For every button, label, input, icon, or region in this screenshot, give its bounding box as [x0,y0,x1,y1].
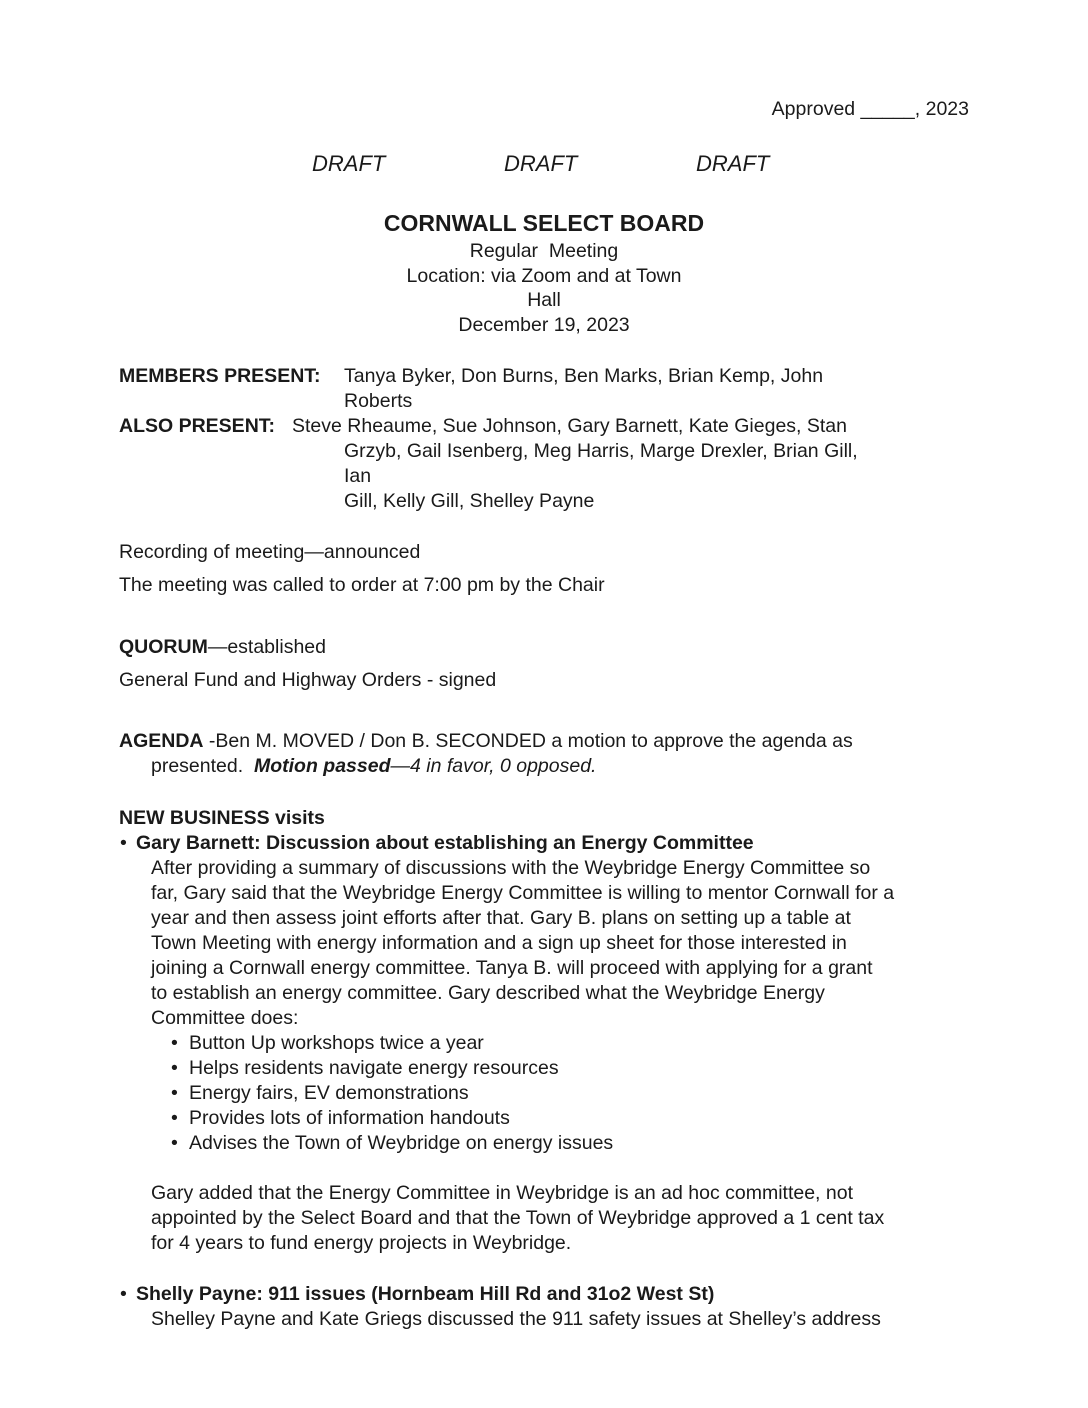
also-line: Gill, Kelly Gill, Shelley Payne [344,490,595,512]
agenda-label: AGENDA [119,730,204,752]
item-body [119,856,979,1031]
list-item [171,1131,979,1156]
list-item-text: Provides lots of information handouts [189,1107,510,1129]
members-line: Roberts [344,390,413,412]
motion-label: Motion passed [253,755,391,777]
recording-note: Recording of meeting—announced [119,541,421,563]
body-line: appointed by the Select Board and that the Town of Weybridge approved a 1 cent tax [151,1207,885,1229]
list-item [171,1056,979,1081]
also-line: Grzyb, Gail Isenberg, Meg Harris, Marge Drexler, Brian Gill, Ian [344,440,858,487]
members-line: Tanya Byker, Don Burns, Ben Marks, Brian Kemp, John [344,365,824,387]
list-item-text: Advises the Town of Weybridge on energy issues [189,1132,614,1154]
agenda-item [119,1282,979,1332]
bullet-icon: • [171,1057,178,1079]
bullet-icon: • [171,1107,178,1129]
new-business-heading: NEW BUSINESS visits [119,807,325,829]
bullet-icon: • [120,1283,127,1305]
body-line: Gary added that the Energy Committee in Weybridge is an ad hoc committee, not [151,1182,853,1204]
bullet-icon: • [171,1082,178,1104]
meeting-date: December 19, 2023 [458,313,630,336]
meeting-location-cont: Hall [527,289,561,311]
also-present [119,414,979,514]
body-line: far, Gary said that the Weybridge Energy Committee is willing to mentor Cornwall for a [151,882,895,904]
item-header [119,1282,979,1307]
body-line: Committee does: [151,1007,299,1029]
item-title: Shelly Payne: 911 issues (Hornbeam Hill Rd and 31o2 West St) [136,1283,715,1305]
also-line: Steve Rheaume, Sue Johnson, Gary Barnett, Kate Gieges, Stan [292,415,847,437]
item-title: Gary Barnett: Discussion about establishing an Energy Committee [136,832,754,854]
draft-mark: DRAFT [504,151,578,176]
body-line: year and then assess joint efforts after that. Gary B. plans on setting up a table at [151,907,851,929]
agenda-item [119,831,979,1256]
agenda-line-cont [119,754,979,779]
quorum-line [119,635,979,660]
body-line: After providing a summary of discussions with the Weybridge Energy Committee so [151,857,871,879]
motion-result: —4 in favor, 0 opposed. [390,755,597,777]
members-present [119,364,979,414]
list-item-text: Helps residents navigate energy resources [189,1057,559,1079]
item-header [119,831,979,856]
agenda-line [119,729,979,754]
list-item-text: Energy fairs, EV demonstrations [189,1082,469,1104]
draft-mark: DRAFT [696,151,770,176]
orders-line: General Fund and Highway Orders - signed [119,669,497,691]
members-present-names [344,364,884,414]
document-title: CORNWALL SELECT BOARD [383,210,705,236]
item-closing [119,1181,979,1256]
bullet-icon: • [171,1132,178,1154]
body-line: for 4 years to fund energy projects in Weybridge. [151,1232,572,1254]
list-item [171,1106,979,1131]
body-line: Town Meeting with energy information and a sign up sheet for those interested in [151,932,847,954]
members-present-label: MEMBERS PRESENT: [119,365,321,387]
document-header [0,208,1088,337]
body-line: to establish an energy committee. Gary described what the Weybridge Energy [151,982,825,1004]
draft-mark: DRAFT [312,151,386,176]
agenda-text: -Ben M. MOVED / Don B. SECONDED a motion to approve the agenda as [203,730,853,752]
bullet-icon: • [171,1032,178,1054]
list-item [171,1081,979,1106]
body-line: joining a Cornwall energy committee. Tanya B. will proceed with applying for a grant [151,957,873,979]
also-present-names [292,414,882,514]
meeting-type: Regular Meeting [469,240,619,262]
also-present-label: ALSO PRESENT: [119,415,276,437]
quorum-label: QUORUM [119,636,208,658]
body-line: Shelley Payne and Kate Griegs discussed the 911 safety issues at Shelley’s address [151,1308,881,1330]
approval-line: Approved _____, 2023 [771,98,969,120]
committee-activities-list [119,1031,979,1156]
quorum-text: —established [207,636,326,658]
agenda-text-cont: presented. [151,755,254,777]
item-body [119,1307,979,1332]
minutes-body [119,364,979,1332]
list-item [171,1031,979,1056]
list-item-text: Button Up workshops twice a year [189,1032,484,1054]
bullet-icon: • [120,832,127,854]
call-to-order: The meeting was called to order at 7:00 pm by the Chair [119,574,605,596]
meeting-location: Location: via Zoom and at Town [406,264,682,287]
